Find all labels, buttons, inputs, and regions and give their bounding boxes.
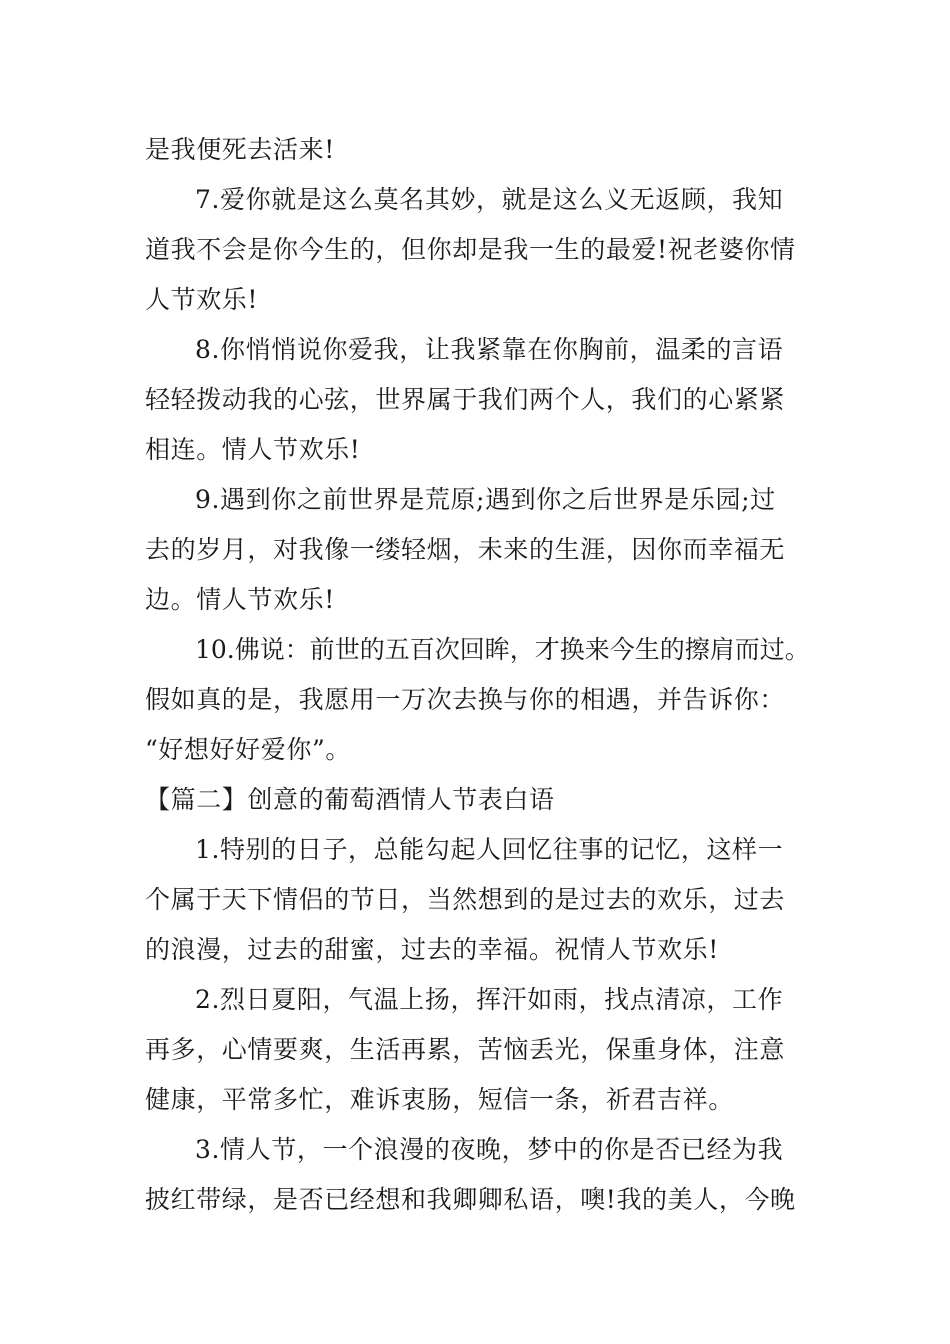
text-line: 披红带绿，是否已经想和我卿卿私语，噢!我的美人，今晚 [145, 1185, 796, 1214]
text-line: 10.佛说：前世的五百次回眸，才换来今生的擦肩而过。 [195, 635, 810, 664]
text-line: 3.情人节，一个浪漫的夜晚，梦中的你是否已经为我 [195, 1135, 784, 1164]
text-line: 1.特别的日子，总能勾起人回忆往事的记忆，这样一 [195, 835, 784, 864]
text-line: “好想好好爱你”。 [145, 735, 351, 764]
text-line: 轻轻拨动我的心弦，世界属于我们两个人，我们的心紧紧 [145, 385, 786, 414]
text-line: 7.爱你就是这么莫名其妙，就是这么义无返顾，我知 [195, 185, 784, 214]
text-line: 8.你悄悄说你爱我，让我紧靠在你胸前，温柔的言语 [195, 335, 784, 364]
text-line: 2.烈日夏阳，气温上扬，挥汗如雨，找点清凉，工作 [195, 985, 784, 1014]
text-line: 假如真的是，我愿用一万次去换与你的相遇，并告诉你： [145, 685, 786, 714]
text-line: 人节欢乐! [145, 285, 259, 314]
text-line: 去的岁月，对我像一缕轻烟，未来的生涯，因你而幸福无 [145, 535, 786, 564]
text-line: 相连。情人节欢乐! [145, 435, 361, 464]
text-line: 个属于天下情侣的节日，当然想到的是过去的欢乐，过去 [145, 885, 786, 914]
text-line: 边。情人节欢乐! [145, 585, 335, 614]
text-line: 9.遇到你之前世界是荒原;遇到你之后世界是乐园;过 [195, 485, 776, 514]
section-heading: 【篇二】创意的葡萄酒情人节表白语 [145, 785, 555, 814]
text-line: 健康，平常多忙，难诉衷肠，短信一条，祈君吉祥。 [145, 1085, 734, 1114]
text-line: 道我不会是你今生的，但你却是我一生的最爱!祝老婆你情 [145, 235, 796, 264]
text-line: 是我便死去活来! [145, 135, 335, 164]
text-line: 的浪漫，过去的甜蜜，过去的幸福。祝情人节欢乐! [145, 935, 719, 964]
text-line: 再多，心情要爽，生活再累，苦恼丢光，保重身体，注意 [145, 1035, 786, 1064]
